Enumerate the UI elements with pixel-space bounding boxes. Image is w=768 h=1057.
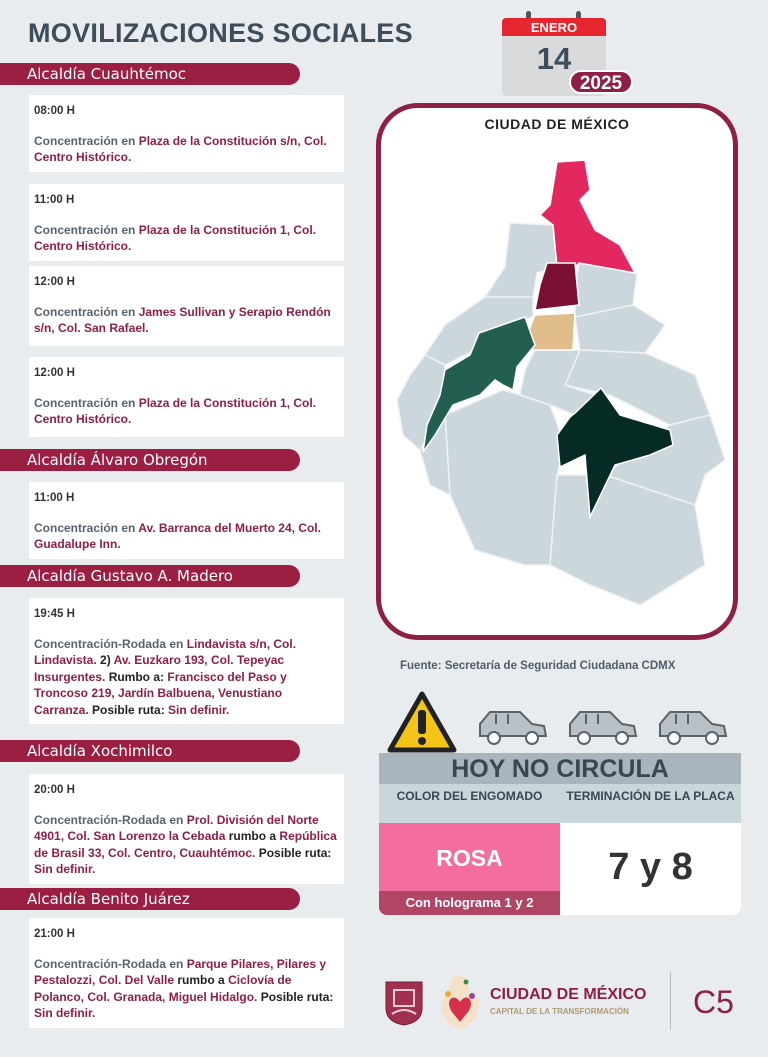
event-text-part: Concentración en xyxy=(34,304,139,319)
alcaldia-header: Alcaldía Gustavo A. Madero xyxy=(0,565,300,587)
event-text-part: Plaza de la Constitución s/n, Col. Centro Histórico. xyxy=(34,133,327,164)
c5-logo: C5 xyxy=(693,984,734,1020)
map-panel xyxy=(376,103,738,640)
event-text-part: Rumbo a: xyxy=(108,669,168,684)
hnc-hologram: Con holograma 1 y 2 xyxy=(379,891,560,915)
event-card xyxy=(29,266,344,346)
alcaldia-header: Alcaldía Xochimilco xyxy=(0,740,300,762)
calendar-year: 2025 xyxy=(569,70,633,94)
event-description xyxy=(34,304,338,337)
event-text-part: República de Brasil 33, Col. Centro, Cuauhtémoc. xyxy=(34,829,337,860)
event-text-part: Concentración en xyxy=(34,222,139,237)
event-text-part: 2) xyxy=(100,653,114,667)
calendar-month: ENERO xyxy=(502,18,606,36)
cars-icon xyxy=(476,706,734,748)
calendar-day: 14 xyxy=(502,36,606,96)
event-text-part: Posible ruta: xyxy=(92,702,169,717)
event-text-part: Av. Barranca del Muerto 24, Col. Guadalupe Inn. xyxy=(34,520,321,551)
event-text-part: Plaza de la Constitución 1, Col. Centro Histórico. xyxy=(34,222,317,253)
hnc-col-plate-header: TERMINACIÓN DE LA PLACA xyxy=(566,789,735,803)
hnc-color-cell xyxy=(379,823,560,915)
event-description xyxy=(34,956,338,1022)
event-text-part: Sin definir. xyxy=(34,1006,96,1020)
event-time: 19:45 H xyxy=(34,608,75,620)
event-card xyxy=(29,598,344,724)
event-text-part: Posible ruta: xyxy=(260,989,334,1004)
footer-line2: CAPITAL DE LA TRANSFORMACIÓN xyxy=(490,1007,629,1016)
event-text-part: Sin definir. xyxy=(168,702,230,717)
event-description xyxy=(34,636,338,719)
hnc-col-color-header: COLOR DEL ENGOMADO xyxy=(396,789,543,803)
divider xyxy=(670,972,671,1030)
event-description xyxy=(34,812,338,878)
event-time: 20:00 H xyxy=(34,784,75,796)
event-text-part: Concentración-Rodada en xyxy=(34,956,187,971)
event-time: 11:00 H xyxy=(34,492,75,504)
event-card xyxy=(29,774,344,884)
event-text-part: Concentración-Rodada en xyxy=(34,636,187,651)
alcaldia-header: Alcaldía Benito Juárez xyxy=(0,888,300,910)
hoy-no-circula-panel xyxy=(379,753,741,915)
event-text-part: Ciclovía de Polanco, Col. Granada, Miguel Hidalgo. xyxy=(34,973,292,1004)
event-time: 08:00 H xyxy=(34,105,75,117)
footer-line1: CIUDAD DE MÉXICO xyxy=(490,986,647,1003)
cdmx-heart-logo-icon xyxy=(436,972,484,1032)
event-text-part: Plaza de la Constitución 1, Col. Centro Histórico. xyxy=(34,395,317,426)
event-card xyxy=(29,918,344,1028)
event-text-part: Concentración en xyxy=(34,520,139,535)
event-text-part: Concentración-Rodada en xyxy=(34,812,187,827)
event-text-part: Concentración en xyxy=(34,133,139,148)
event-card xyxy=(29,184,344,261)
event-text-part: rumbo a xyxy=(177,973,229,987)
cdmx-shield-icon xyxy=(384,980,424,1026)
event-text-part: Sin definir. xyxy=(34,862,96,876)
page-title: MOVILIZACIONES SOCIALES xyxy=(28,18,413,48)
event-text-part: James Sullivan y Serapio Rendón s/n, Col. San Rafael. xyxy=(34,304,331,335)
event-text-part: Posible ruta: xyxy=(258,845,332,860)
map-title: CIUDAD DE MÉXICO xyxy=(484,116,630,132)
hnc-title: HOY NO CIRCULA xyxy=(379,753,741,784)
event-card xyxy=(29,95,344,172)
event-text-part: Concentración en xyxy=(34,395,139,410)
hnc-plates: 7 y 8 xyxy=(560,823,741,915)
footer-logos xyxy=(384,970,744,1034)
event-time: 12:00 H xyxy=(34,367,75,379)
warning-icon xyxy=(386,690,458,754)
event-text-part: Prol. División del Norte 4901, Col. San Lorenzo la Cebada xyxy=(34,812,319,843)
event-card xyxy=(29,357,344,437)
hnc-color: ROSA xyxy=(436,845,503,871)
event-time: 11:00 H xyxy=(34,194,75,206)
source-note: Fuente: Secretaría de Seguridad Ciudadana CDMX xyxy=(400,660,676,672)
event-description xyxy=(34,133,338,166)
event-text-part: Lindavista s/n, Col. Lindavista. xyxy=(34,636,297,667)
event-card xyxy=(29,482,344,559)
event-description xyxy=(34,395,338,428)
event-description xyxy=(34,520,338,553)
event-text-part: Av. Euzkaro 193, Col. Tepeyac Insurgentes. xyxy=(34,653,285,684)
cdmx-map xyxy=(381,108,733,635)
event-text-part: Parque Pilares, Pilares y Pestalozzi, Col. Del Valle xyxy=(34,956,327,987)
event-description xyxy=(34,222,338,255)
alcaldia-header: Alcaldía Cuauhtémoc xyxy=(0,63,300,85)
event-text-part: rumbo a xyxy=(228,829,280,843)
event-time: 21:00 H xyxy=(34,928,75,940)
event-time: 12:00 H xyxy=(34,276,75,288)
event-text-part: Francisco del Paso y Troncoso 219, Jardín Balbuena, Venustiano Carranza. xyxy=(34,669,287,717)
alcaldia-header: Alcaldía Álvaro Obregón xyxy=(0,449,300,471)
